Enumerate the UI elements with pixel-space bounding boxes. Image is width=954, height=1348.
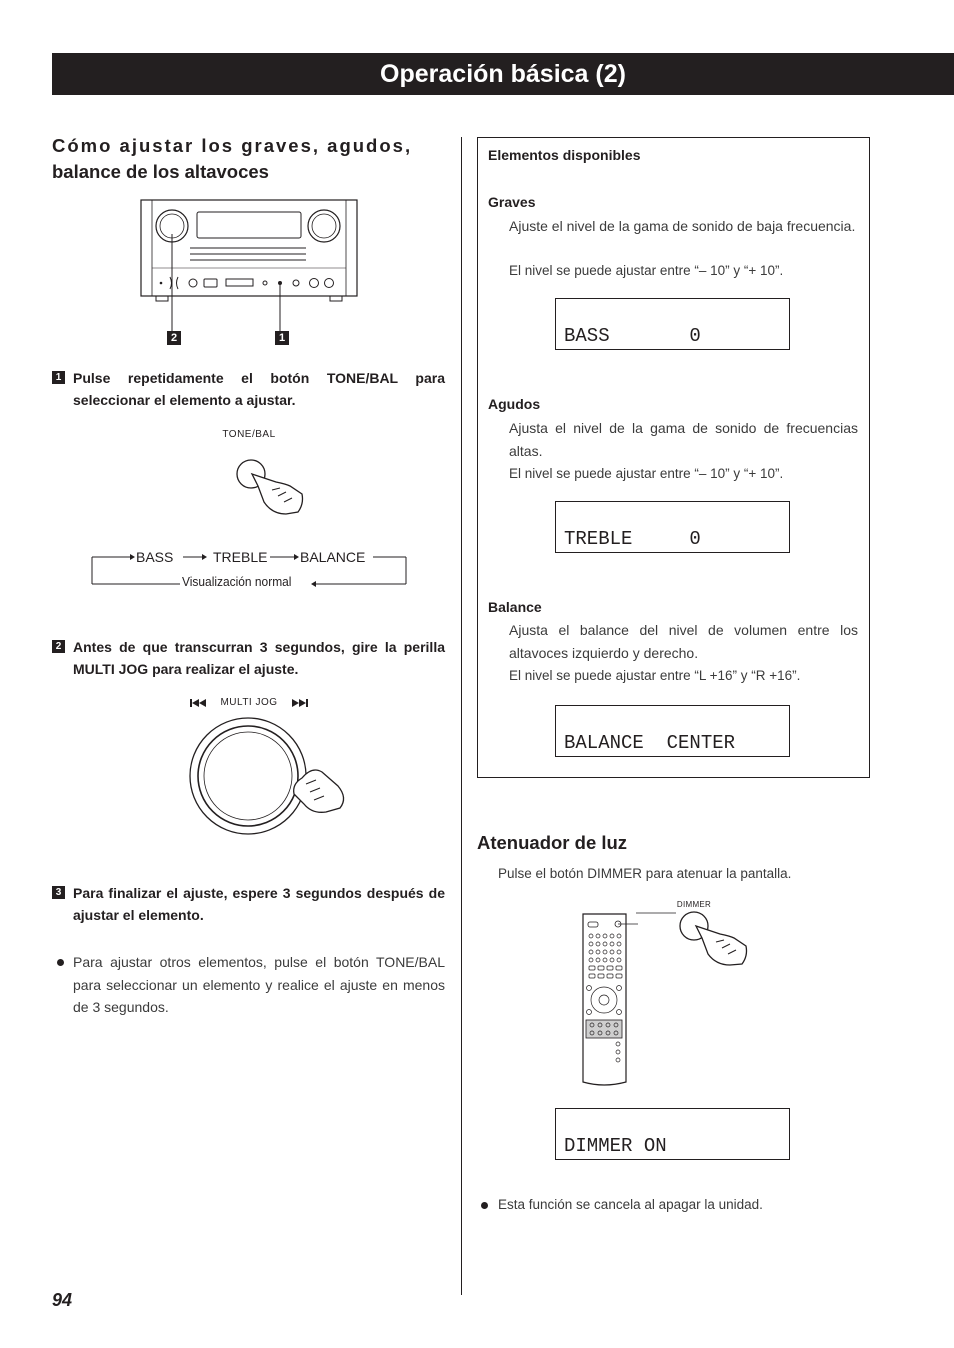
box-title: Elementos disponibles	[488, 147, 641, 163]
lcd-bass	[555, 298, 790, 350]
graves-heading: Graves	[488, 194, 536, 210]
dimmer-button-press-icon	[676, 910, 756, 966]
step-1	[52, 367, 445, 411]
bullet-dot	[481, 1202, 488, 1209]
step-text: Pulse repetidamente el botón TONE/BAL para seleccionar el elemento a ajustar.	[73, 370, 445, 408]
callout-2: 2	[167, 331, 181, 345]
multi-jog-label: MULTI JOG	[220, 697, 278, 708]
graves-range: El nivel se puede ajustar entre “– 10” y “+ 10”.	[509, 263, 784, 278]
section-heading-line1: Cómo ajustar los graves, agudos,	[52, 135, 413, 156]
balance-range: El nivel se puede ajustar entre “L +16” y “R +16”.	[509, 668, 801, 683]
section-heading-line2: balance de los altavoces	[52, 161, 269, 182]
flow-item-bass: BASS	[136, 549, 174, 565]
multi-jog-knob-icon	[188, 714, 353, 840]
lcd-balance	[555, 705, 790, 757]
step-text: Para finalizar el ajuste, espere 3 segundos después de ajustar el elemento.	[73, 885, 445, 923]
dimmer-callout-line	[636, 912, 676, 914]
tone-bal-button-press-icon	[228, 452, 308, 518]
agudos-heading: Agudos	[488, 396, 541, 412]
unit-front-panel-illustration	[138, 198, 362, 348]
agudos-desc: Ajusta el nivel de la gama de sonido de frecuencias altas.	[509, 420, 858, 459]
flow-item-treble: TREBLE	[213, 549, 268, 565]
agudos-range: El nivel se puede ajustar entre “– 10” y “+ 10”.	[509, 466, 784, 481]
dimmer-button-label: DIMMER	[676, 900, 712, 909]
tone-bal-label: TONE/BAL	[222, 429, 276, 440]
remote-control-illustration	[578, 910, 638, 1090]
callout-1: 1	[275, 331, 289, 345]
lcd-dimmer	[555, 1108, 790, 1160]
step-2	[52, 636, 445, 680]
lcd-text: BALANCE CENTER	[564, 732, 736, 754]
step-text: Antes de que transcurran 3 segundos, gire la perilla MULTI JOG para realizar el ajuste.	[73, 639, 445, 677]
dimmer-heading: Atenuador de luz	[477, 832, 628, 853]
column-divider	[461, 137, 462, 1295]
step-number: 3	[52, 886, 65, 899]
step-number: 1	[52, 371, 65, 384]
page-number: 94	[52, 1290, 73, 1310]
step-3	[52, 882, 445, 926]
skip-back-icon	[188, 697, 208, 709]
flow-item-balance: BALANCE	[300, 549, 366, 565]
dimmer-note: Esta función se cancela al apagar la unidad.	[498, 1197, 763, 1212]
dimmer-desc: Pulse el botón DIMMER para atenuar la pantalla.	[498, 866, 792, 881]
lcd-treble	[555, 501, 790, 553]
graves-desc: Ajuste el nivel de la gama de sonido de baja frecuencia.	[509, 218, 856, 234]
flow-return-label: Visualización normal	[182, 574, 292, 589]
tone-note: Para ajustar otros elementos, pulse el botón TONE/BAL para seleccionar un elemento y realice el ajuste en menos de 3 segundos.	[73, 954, 445, 1015]
bullet-dot	[57, 959, 64, 966]
balance-desc: Ajusta el balance del nivel de volumen entre los altavoces izquierdo y derecho.	[509, 622, 858, 661]
page-title: Operación básica (2)	[52, 53, 954, 95]
lcd-text: BASS 0	[564, 325, 701, 347]
skip-forward-icon	[290, 697, 312, 709]
step-number: 2	[52, 640, 65, 653]
lcd-text: TREBLE 0	[564, 528, 701, 550]
lcd-text: DIMMER ON	[564, 1135, 667, 1157]
balance-heading: Balance	[488, 599, 542, 615]
